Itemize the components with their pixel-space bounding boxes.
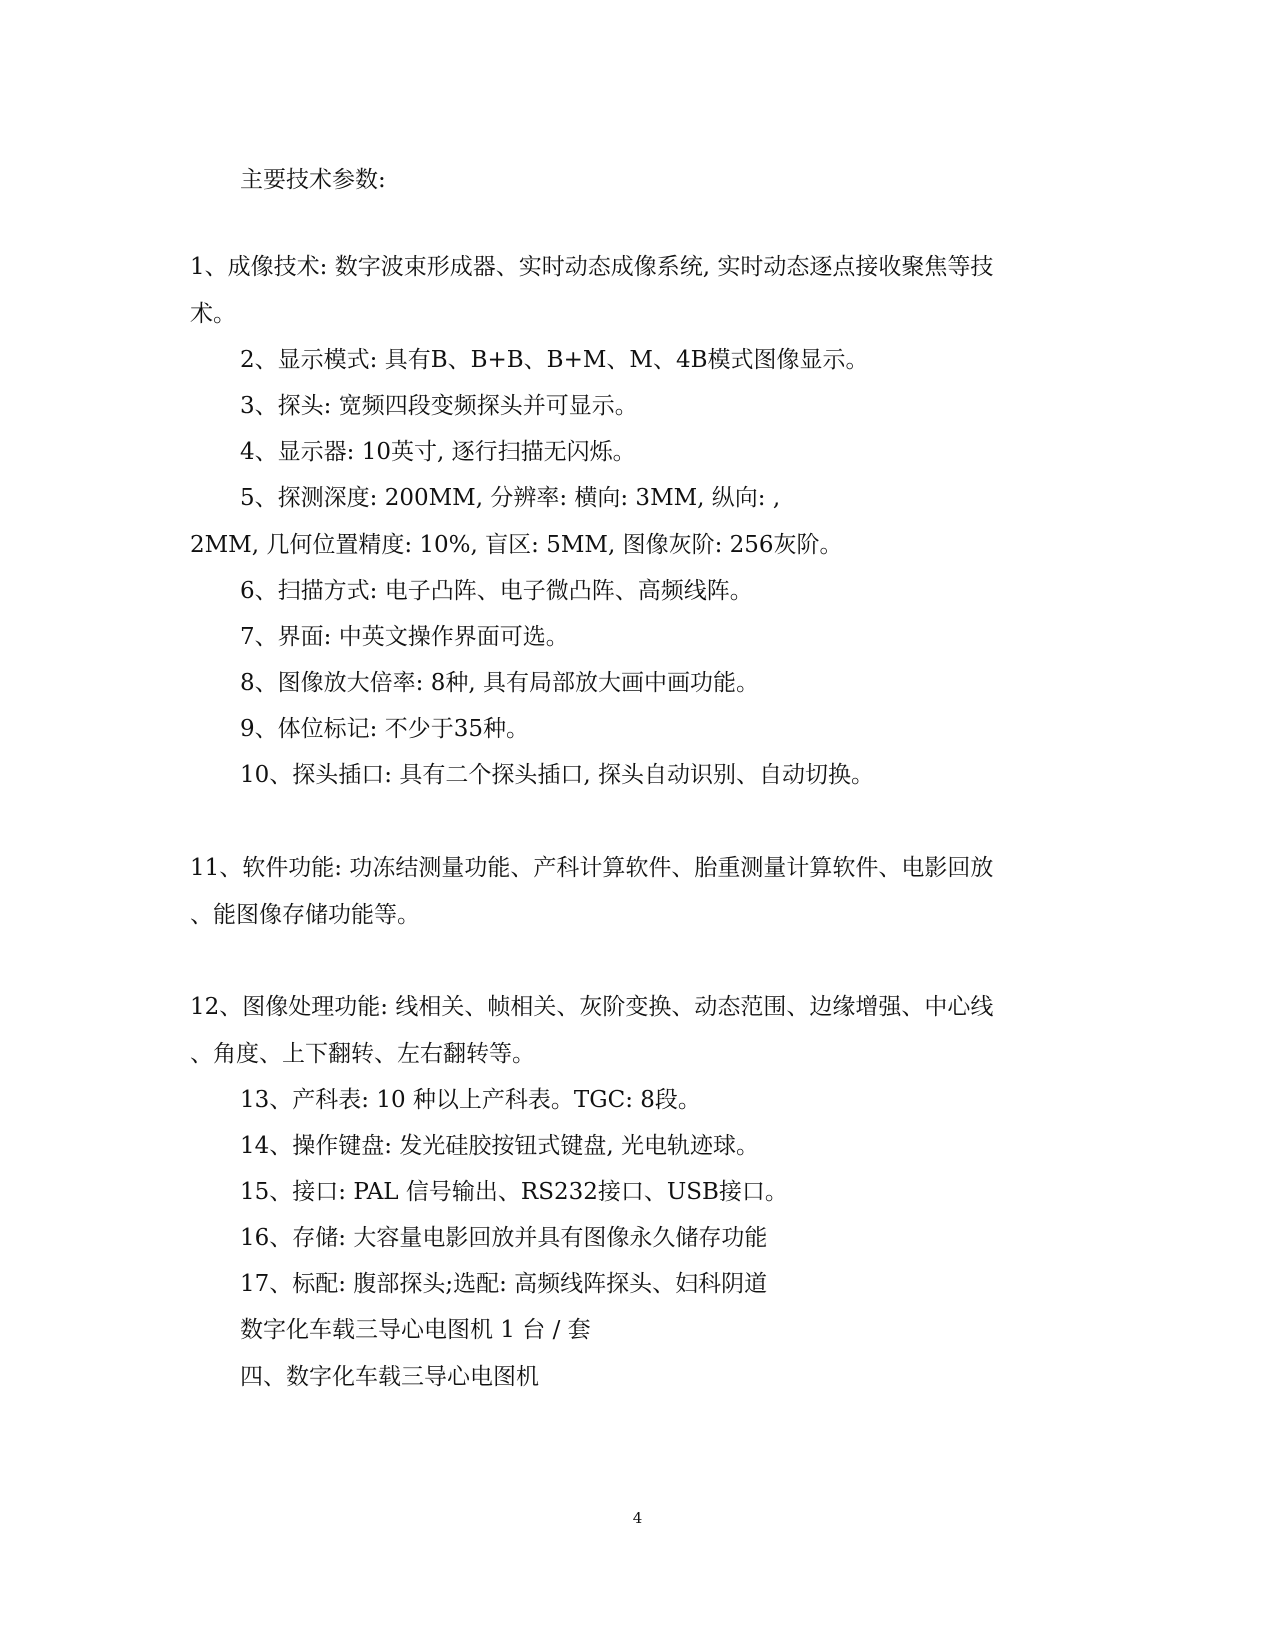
param-9: 9、体位标记: 不少于35种。 xyxy=(240,716,529,742)
param-5-cont: 2MM, 几何位置精度: 10%, 盲区: 5MM, 图像灰阶: 256灰阶。 xyxy=(190,532,843,558)
param-11-cont: 、能图像存储功能等。 xyxy=(190,902,420,928)
param-14: 14、操作键盘: 发光硅胶按钮式键盘, 光电轨迹球。 xyxy=(240,1133,759,1159)
ecg-quantity-line: 数字化车载三导心电图机 1 台 / 套 xyxy=(240,1317,591,1343)
param-13: 13、产科表: 10 种以上产科表。TGC: 8段。 xyxy=(240,1087,701,1113)
param-4: 4、显示器: 10英寸, 逐行扫描无闪烁。 xyxy=(240,439,636,465)
section-four-heading: 四、数字化车载三导心电图机 xyxy=(240,1364,539,1390)
param-2: 2、显示模式: 具有B、B+B、B+M、M、4B模式图像显示。 xyxy=(240,347,869,373)
param-11: 11、软件功能: 功冻结测量功能、产科计算软件、胎重测量计算软件、电影回放 xyxy=(190,855,994,881)
param-6: 6、扫描方式: 电子凸阵、电子微凸阵、高频线阵。 xyxy=(240,578,753,604)
param-17: 17、标配: 腹部探头;选配: 高频线阵探头、妇科阴道 xyxy=(240,1271,768,1297)
param-7: 7、界面: 中英文操作界面可选。 xyxy=(240,624,569,650)
param-15: 15、接口: PAL 信号输出、RS232接口、USB接口。 xyxy=(240,1179,788,1205)
param-16: 16、存储: 大容量电影回放并具有图像永久储存功能 xyxy=(240,1225,768,1251)
param-8: 8、图像放大倍率: 8种, 具有局部放大画中画功能。 xyxy=(240,670,759,696)
param-5: 5、探测深度: 200MM, 分辨率: 横向: 3MM, 纵向: , xyxy=(240,485,781,511)
section-heading: 主要技术参数: xyxy=(240,167,386,193)
param-12-cont: 、角度、上下翻转、左右翻转等。 xyxy=(190,1041,535,1067)
param-10: 10、探头插口: 具有二个探头插口, 探头自动识别、自动切换。 xyxy=(240,762,874,788)
param-3: 3、探头: 宽频四段变频探头并可显示。 xyxy=(240,393,638,419)
param-1: 1、成像技术: 数字波束形成器、实时动态成像系统, 实时动态逐点接收聚焦等技 xyxy=(190,254,994,280)
page-number: 4 xyxy=(632,1509,643,1527)
param-1-cont: 术。 xyxy=(190,301,236,327)
param-12: 12、图像处理功能: 线相关、帧相关、灰阶变换、动态范围、边缘增强、中心线 xyxy=(190,994,994,1020)
